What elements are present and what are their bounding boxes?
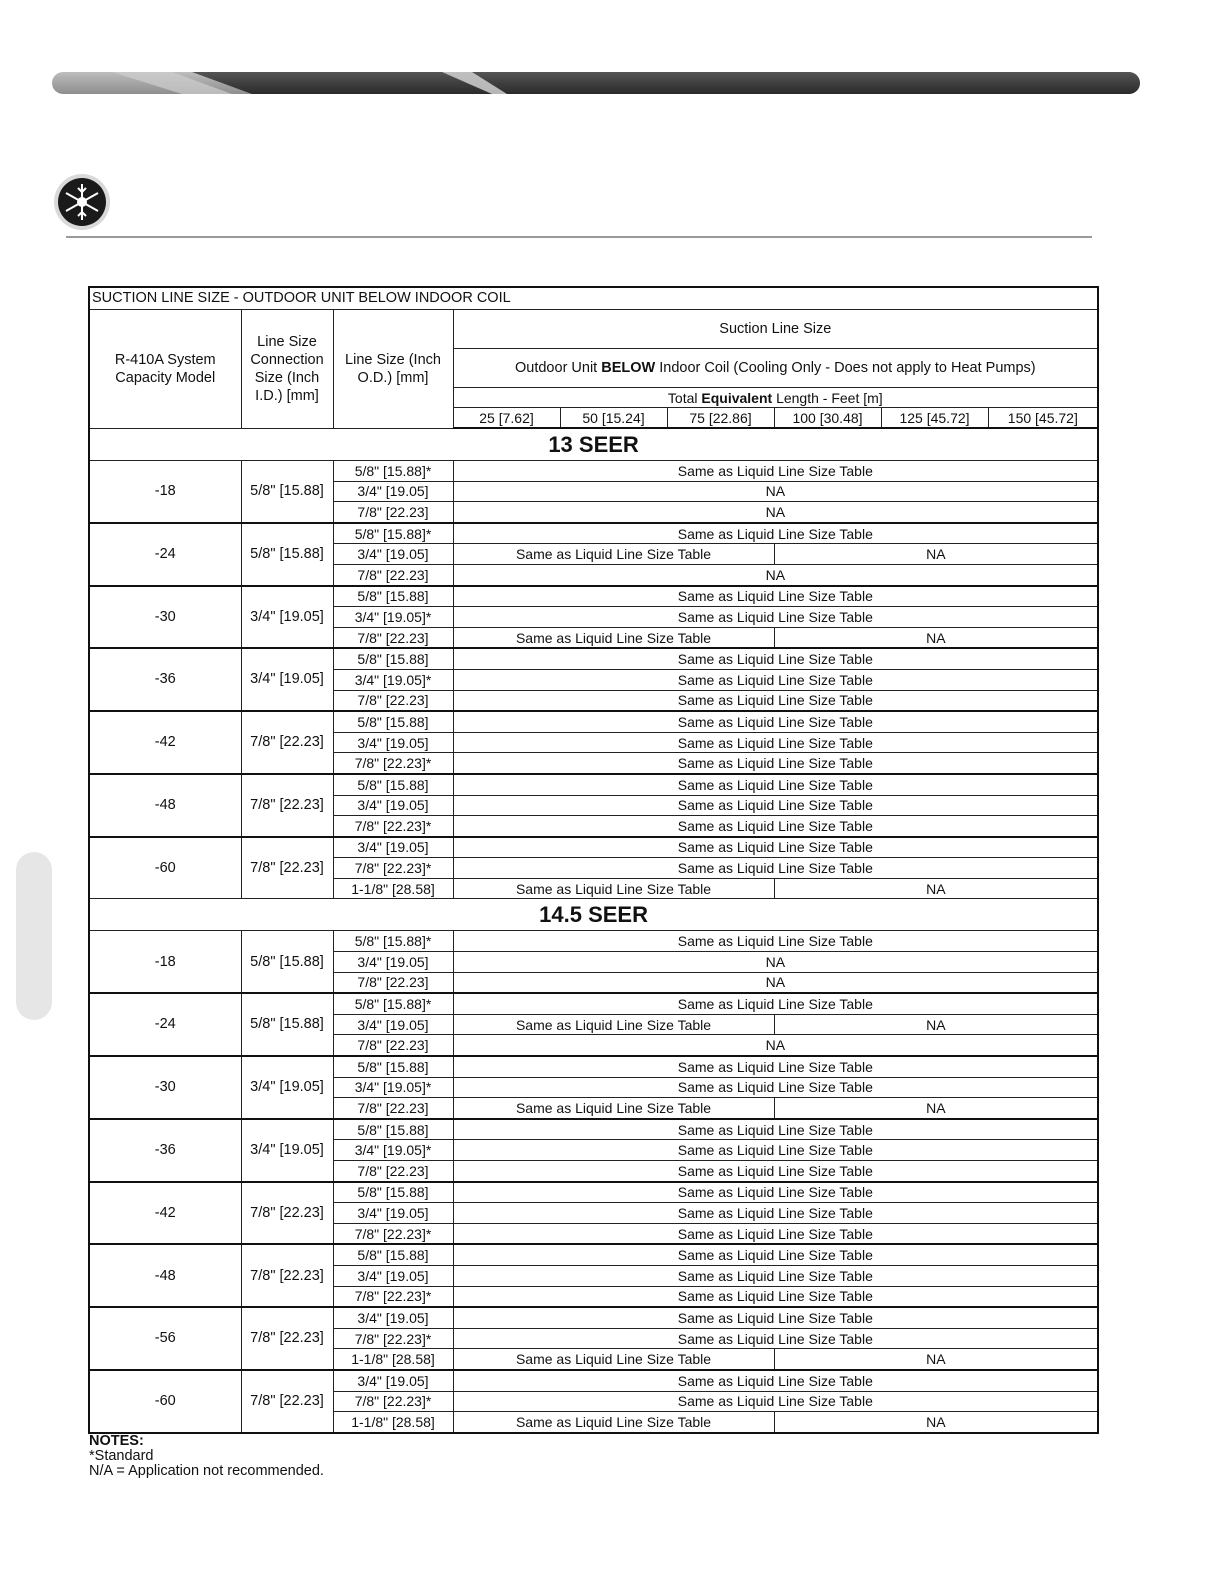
line-size-od-cell: 3/4" [19.05] xyxy=(333,481,453,502)
length-header: 75 [22.86] xyxy=(667,408,774,429)
suction-value-cell: NA xyxy=(774,544,1098,565)
seer-section-row xyxy=(89,428,1098,461)
suction-value-cell: Same as Liquid Line Size Table xyxy=(453,1307,1098,1328)
table-caption: SUCTION LINE SIZE - OUTDOOR UNIT BELOW INDOOR COIL xyxy=(89,287,1098,310)
line-size-od-cell: 3/4" [19.05] xyxy=(333,1203,453,1224)
seer-section-row xyxy=(89,899,1098,931)
line-size-od-cell: 5/8" [15.88]* xyxy=(333,523,453,544)
suction-value-cell: Same as Liquid Line Size Table xyxy=(453,1412,774,1433)
suction-value-cell: NA xyxy=(774,1349,1098,1370)
line-size-od-cell: 5/8" [15.88] xyxy=(333,648,453,669)
suction-value-cell: Same as Liquid Line Size Table xyxy=(453,627,774,648)
suction-value-cell: Same as Liquid Line Size Table xyxy=(453,931,1098,952)
outdoor-post-text: Indoor Coil (Cooling Only - Does not apply to Heat Pumps) xyxy=(655,359,1036,376)
length-header: 100 [30.48] xyxy=(774,408,881,429)
line-size-od-cell: 7/8" [22.23] xyxy=(333,564,453,585)
capacity-model-cell: -60 xyxy=(89,837,241,899)
capacity-model-cell: -36 xyxy=(89,1119,241,1182)
table-row xyxy=(89,1244,1098,1265)
capacity-model-cell: -42 xyxy=(89,1182,241,1245)
suction-value-cell: NA xyxy=(774,878,1098,899)
header-swoosh-bar xyxy=(52,72,1152,94)
suction-value-cell: NA xyxy=(774,1412,1098,1433)
suction-value-cell: Same as Liquid Line Size Table xyxy=(453,669,1098,690)
line-size-od-cell: 3/4" [19.05] xyxy=(333,952,453,973)
line-size-od-cell: 3/4" [19.05]* xyxy=(333,1077,453,1098)
line-size-od-cell: 3/4" [19.05] xyxy=(333,1307,453,1328)
column-header-outdoor-below xyxy=(453,349,1098,388)
table-row xyxy=(89,648,1098,669)
suction-value-cell: NA xyxy=(453,1035,1098,1056)
capacity-model-cell: -48 xyxy=(89,774,241,837)
suction-value-cell: NA xyxy=(453,481,1098,502)
side-thumb-tab xyxy=(16,852,52,1020)
table-row xyxy=(89,1370,1098,1391)
line-size-od-cell: 3/4" [19.05] xyxy=(333,732,453,753)
suction-value-cell: Same as Liquid Line Size Table xyxy=(453,1077,1098,1098)
connection-size-cell: 5/8" [15.88] xyxy=(241,461,333,523)
line-size-od-cell: 5/8" [15.88] xyxy=(333,774,453,795)
line-size-od-cell: 7/8" [22.23]* xyxy=(333,1223,453,1244)
suction-value-cell: Same as Liquid Line Size Table xyxy=(453,461,1098,482)
capacity-model-cell: -24 xyxy=(89,523,241,586)
suction-value-cell: NA xyxy=(453,502,1098,523)
note-line: N/A = Application not recommended. xyxy=(89,1463,324,1479)
line-size-od-cell: 7/8" [22.23] xyxy=(333,502,453,523)
capacity-model-cell: -30 xyxy=(89,1056,241,1119)
suction-value-cell: Same as Liquid Line Size Table xyxy=(453,732,1098,753)
connection-size-cell: 7/8" [22.23] xyxy=(241,1370,333,1433)
suction-value-cell: NA xyxy=(774,1098,1098,1119)
line-size-od-cell: 3/4" [19.05] xyxy=(333,1370,453,1391)
line-size-od-cell: 1-1/8" [28.58] xyxy=(333,1349,453,1370)
table-row xyxy=(89,461,1098,482)
connection-size-cell: 7/8" [22.23] xyxy=(241,1244,333,1307)
table-row xyxy=(89,711,1098,732)
line-size-od-cell: 5/8" [15.88]* xyxy=(333,993,453,1014)
suction-value-cell: Same as Liquid Line Size Table xyxy=(453,648,1098,669)
column-header-suction: Suction Line Size xyxy=(453,310,1098,349)
suction-value-cell: NA xyxy=(774,1014,1098,1035)
length-header: 125 [45.72] xyxy=(881,408,988,429)
suction-value-cell: Same as Liquid Line Size Table xyxy=(453,795,1098,816)
total-post-text: Length - Feet [m] xyxy=(772,389,883,406)
suction-value-cell: Same as Liquid Line Size Table xyxy=(453,858,1098,879)
length-header: 150 [45.72] xyxy=(988,408,1098,429)
seer-section-title: 14.5 SEER xyxy=(89,899,1098,931)
connection-size-cell: 5/8" [15.88] xyxy=(241,993,333,1056)
line-size-od-cell: 5/8" [15.88] xyxy=(333,586,453,607)
notes-title: NOTES: xyxy=(89,1433,144,1449)
line-size-od-cell: 7/8" [22.23]* xyxy=(333,753,453,774)
connection-size-cell: 3/4" [19.05] xyxy=(241,586,333,649)
suction-line-size-table xyxy=(88,286,1099,1434)
line-size-od-cell: 3/4" [19.05] xyxy=(333,1014,453,1035)
line-size-od-cell: 5/8" [15.88] xyxy=(333,1056,453,1077)
line-size-od-cell: 7/8" [22.23]* xyxy=(333,1391,453,1412)
capacity-model-cell: -18 xyxy=(89,931,241,993)
line-size-od-cell: 1-1/8" [28.58] xyxy=(333,878,453,899)
suction-value-cell: Same as Liquid Line Size Table xyxy=(453,1391,1098,1412)
line-size-od-cell: 7/8" [22.23] xyxy=(333,1098,453,1119)
note-line: *Standard xyxy=(89,1448,154,1464)
outdoor-pre-text: Outdoor Unit xyxy=(515,359,602,376)
suction-value-cell: Same as Liquid Line Size Table xyxy=(453,1182,1098,1203)
line-size-od-cell: 5/8" [15.88] xyxy=(333,1244,453,1265)
length-header: 25 [7.62] xyxy=(453,408,560,429)
suction-value-cell: Same as Liquid Line Size Table xyxy=(453,1161,1098,1182)
capacity-model-cell: -36 xyxy=(89,648,241,711)
suction-value-cell: NA xyxy=(453,952,1098,973)
connection-size-cell: 7/8" [22.23] xyxy=(241,1307,333,1370)
connection-size-cell: 5/8" [15.88] xyxy=(241,931,333,993)
line-size-od-cell: 7/8" [22.23] xyxy=(333,627,453,648)
line-size-od-cell: 7/8" [22.23] xyxy=(333,1035,453,1056)
line-size-od-cell: 7/8" [22.23]* xyxy=(333,1286,453,1307)
line-size-od-cell: 7/8" [22.23]* xyxy=(333,816,453,837)
capacity-model-cell: -48 xyxy=(89,1244,241,1307)
table-body xyxy=(89,287,1098,1433)
suction-value-cell: Same as Liquid Line Size Table xyxy=(453,523,1098,544)
capacity-model-cell: -56 xyxy=(89,1307,241,1370)
line-size-od-cell: 7/8" [22.23] xyxy=(333,972,453,993)
table-row xyxy=(89,523,1098,544)
suction-value-cell: Same as Liquid Line Size Table xyxy=(453,1328,1098,1349)
capacity-model-cell: -18 xyxy=(89,461,241,523)
table-row xyxy=(89,1182,1098,1203)
table-row xyxy=(89,774,1098,795)
line-size-od-cell: 5/8" [15.88]* xyxy=(333,461,453,482)
line-size-od-cell: 3/4" [19.05]* xyxy=(333,669,453,690)
connection-size-cell: 7/8" [22.23] xyxy=(241,774,333,837)
outdoor-bold-text: BELOW xyxy=(601,359,656,376)
connection-size-cell: 7/8" [22.23] xyxy=(241,1182,333,1245)
suction-value-cell: Same as Liquid Line Size Table xyxy=(453,1056,1098,1077)
suction-value-cell: Same as Liquid Line Size Table xyxy=(453,1286,1098,1307)
table-row xyxy=(89,837,1098,858)
table-row xyxy=(89,586,1098,607)
suction-value-cell: NA xyxy=(453,972,1098,993)
line-size-od-cell: 3/4" [19.05] xyxy=(333,1265,453,1286)
suction-value-cell: Same as Liquid Line Size Table xyxy=(453,1140,1098,1161)
line-size-od-cell: 3/4" [19.05] xyxy=(333,837,453,858)
line-size-od-cell: 5/8" [15.88] xyxy=(333,711,453,732)
table-row xyxy=(89,931,1098,952)
capacity-model-cell: -60 xyxy=(89,1370,241,1433)
suction-value-cell: Same as Liquid Line Size Table xyxy=(453,1098,774,1119)
column-header-od: Line Size (Inch O.D.) [mm] xyxy=(333,310,453,429)
column-header-connection: Line Size Connection Size (Inch I.D.) [mm] xyxy=(241,310,333,429)
suction-value-cell: Same as Liquid Line Size Table xyxy=(453,878,774,899)
suction-value-cell: Same as Liquid Line Size Table xyxy=(453,1244,1098,1265)
total-bold-text: Equivalent xyxy=(701,389,773,406)
capacity-model-cell: -24 xyxy=(89,993,241,1056)
notes-block xyxy=(89,1434,324,1479)
line-size-od-cell: 5/8" [15.88] xyxy=(333,1182,453,1203)
suction-value-cell: NA xyxy=(774,627,1098,648)
suction-value-cell: Same as Liquid Line Size Table xyxy=(453,774,1098,795)
connection-size-cell: 3/4" [19.05] xyxy=(241,1119,333,1182)
suction-value-cell: Same as Liquid Line Size Table xyxy=(453,1265,1098,1286)
snowflake-sun-logo-icon xyxy=(52,172,112,232)
suction-value-cell: Same as Liquid Line Size Table xyxy=(453,690,1098,711)
length-header: 50 [15.24] xyxy=(560,408,667,429)
line-size-od-cell: 7/8" [22.23]* xyxy=(333,1328,453,1349)
line-size-od-cell: 3/4" [19.05] xyxy=(333,795,453,816)
suction-value-cell: Same as Liquid Line Size Table xyxy=(453,586,1098,607)
suction-value-cell: NA xyxy=(453,564,1098,585)
column-header-model: R-410A System Capacity Model xyxy=(89,310,241,429)
suction-value-cell: Same as Liquid Line Size Table xyxy=(453,753,1098,774)
table-row xyxy=(89,993,1098,1014)
line-size-od-cell: 1-1/8" [28.58] xyxy=(333,1412,453,1433)
capacity-model-cell: -30 xyxy=(89,586,241,649)
connection-size-cell: 3/4" [19.05] xyxy=(241,1056,333,1119)
line-size-od-cell: 3/4" [19.05] xyxy=(333,544,453,565)
total-pre-text: Total xyxy=(667,389,702,406)
suction-value-cell: Same as Liquid Line Size Table xyxy=(453,993,1098,1014)
line-size-od-cell: 7/8" [22.23] xyxy=(333,1161,453,1182)
column-header-total-length xyxy=(453,388,1098,408)
suction-value-cell: Same as Liquid Line Size Table xyxy=(453,1119,1098,1140)
line-size-od-cell: 7/8" [22.23]* xyxy=(333,858,453,879)
line-size-od-cell: 5/8" [15.88] xyxy=(333,1119,453,1140)
suction-value-cell: Same as Liquid Line Size Table xyxy=(453,544,774,565)
suction-value-cell: Same as Liquid Line Size Table xyxy=(453,1370,1098,1391)
connection-size-cell: 3/4" [19.05] xyxy=(241,648,333,711)
suction-value-cell: Same as Liquid Line Size Table xyxy=(453,1223,1098,1244)
section-divider xyxy=(66,236,1092,238)
connection-size-cell: 7/8" [22.23] xyxy=(241,711,333,774)
capacity-model-cell: -42 xyxy=(89,711,241,774)
seer-section-title: 13 SEER xyxy=(89,428,1098,461)
table-row xyxy=(89,1119,1098,1140)
line-size-od-cell: 3/4" [19.05]* xyxy=(333,607,453,628)
table-row xyxy=(89,1056,1098,1077)
connection-size-cell: 7/8" [22.23] xyxy=(241,837,333,899)
line-size-od-cell: 5/8" [15.88]* xyxy=(333,931,453,952)
connection-size-cell: 5/8" [15.88] xyxy=(241,523,333,586)
suction-value-cell: Same as Liquid Line Size Table xyxy=(453,711,1098,732)
table-row xyxy=(89,1307,1098,1328)
suction-value-cell: Same as Liquid Line Size Table xyxy=(453,1349,774,1370)
suction-value-cell: Same as Liquid Line Size Table xyxy=(453,1014,774,1035)
suction-value-cell: Same as Liquid Line Size Table xyxy=(453,607,1098,628)
line-size-od-cell: 7/8" [22.23] xyxy=(333,690,453,711)
suction-value-cell: Same as Liquid Line Size Table xyxy=(453,1203,1098,1224)
suction-value-cell: Same as Liquid Line Size Table xyxy=(453,816,1098,837)
line-size-od-cell: 3/4" [19.05]* xyxy=(333,1140,453,1161)
suction-value-cell: Same as Liquid Line Size Table xyxy=(453,837,1098,858)
